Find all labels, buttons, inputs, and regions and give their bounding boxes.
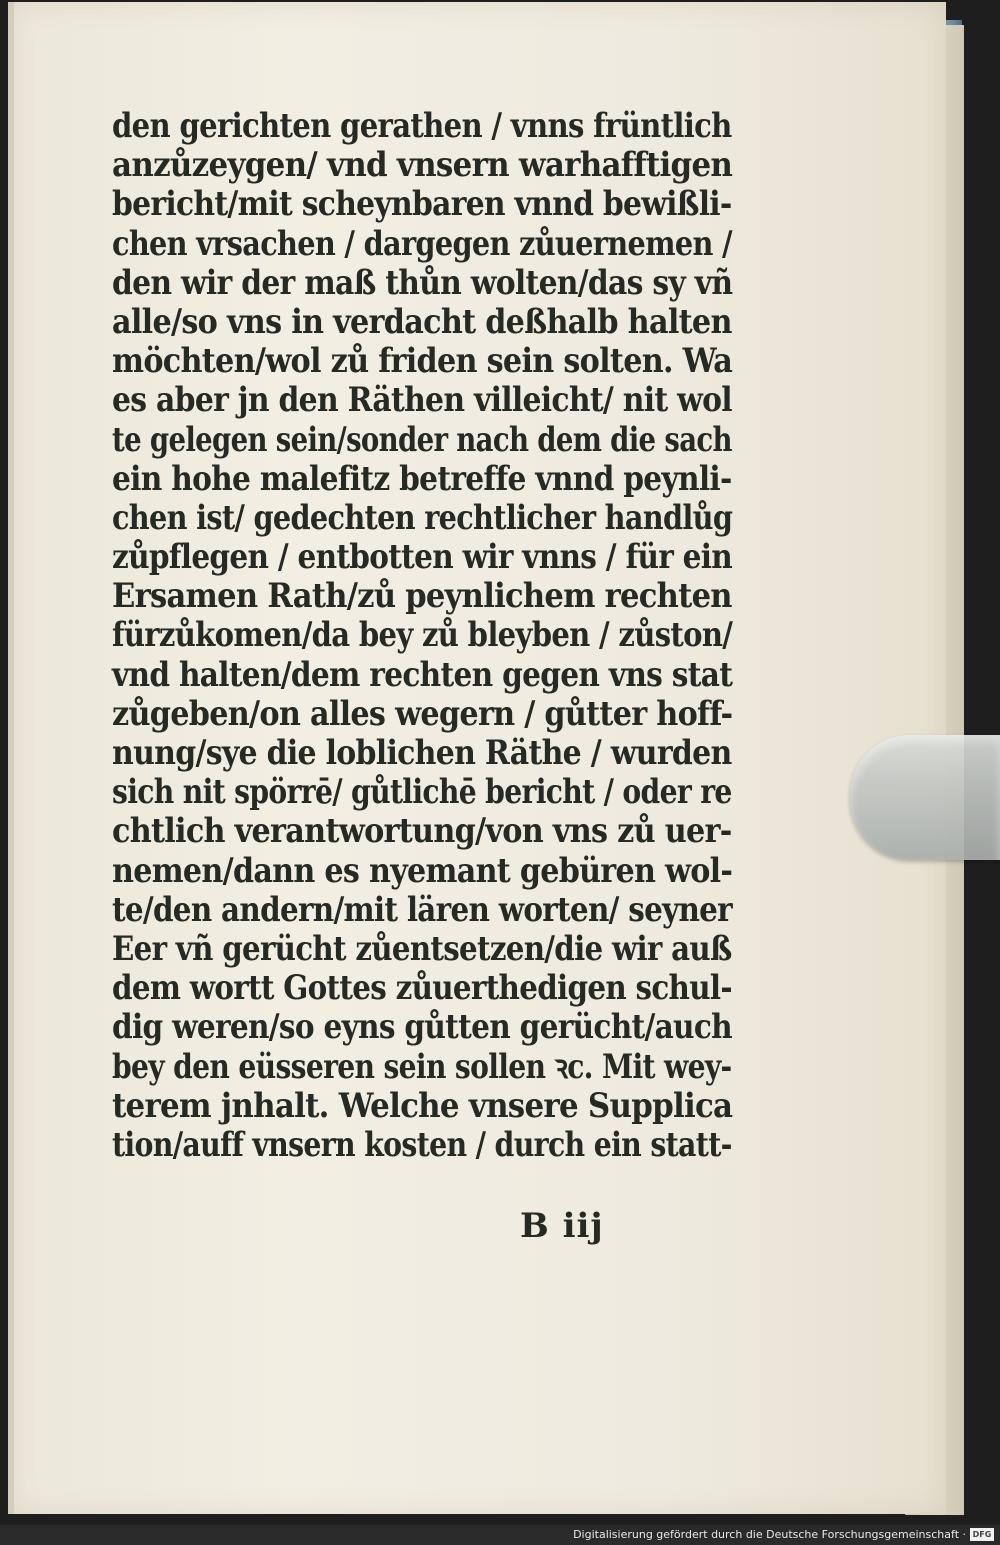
text-line: te gelegen sein/sonder nach dem die sach — [112, 419, 732, 459]
text-line: Ersamen Rath/zů peynlichem rechten — [112, 576, 732, 616]
text-line: möchten/wol zů friden sein solten. Wa — [112, 341, 733, 381]
text-line: es aber jn den Räthen villeicht/ nit wol — [112, 380, 732, 420]
text-line: dig weren/so eyns gůtten gerücht/auch — [112, 1007, 732, 1047]
text-line: zůpflegen / entbotten wir vnns / für ein — [112, 537, 733, 577]
text-line: te/den andern/mit lären worten/ seyner — [112, 889, 732, 929]
signature-mark: B iij — [520, 1206, 604, 1246]
text-line: terem jnhalt. Welche vnsere Supplica — [112, 1085, 733, 1125]
text-line: bericht/mit scheynbaren vnnd bewißli- — [112, 184, 732, 224]
footer-credit: Digitalisierung gefördert durch die Deutsche Forschungsgemeinschaft · — [573, 1528, 966, 1541]
text-line: den wir der maß thůn wolten/das sy vñ — [112, 262, 733, 302]
dfg-logo-icon: DFG — [970, 1528, 994, 1541]
text-line: vnd halten/dem rechten gegen vns stat — [112, 654, 733, 694]
text-line: anzůzeygen/ vnd vnsern warhafftigen — [112, 145, 733, 185]
text-line: zůgeben/on alles wegern / gůtter hoff- — [112, 693, 733, 733]
text-line: dem wortt Gottes zůuerthedigen schul- — [112, 968, 732, 1008]
text-line: Eer vñ gerücht zůentsetzen/die wir auß — [112, 928, 732, 968]
text-line: den gerichten gerathen / vnns früntlich — [112, 106, 732, 145]
text-line: chtlich verantwortung/von vns zů uer- — [112, 811, 732, 851]
page-gutter — [8, 2, 14, 1514]
text-line: fürzůkomen/da bey zů bleyben / zůston/ — [112, 615, 733, 655]
text-line: nung/sye die loblichen Räthe / wurden — [112, 733, 732, 772]
text-line: nemen/dann es nyemant gebüren wol- — [112, 850, 733, 890]
plastic-clip — [850, 735, 1000, 860]
text-line: chen vrsachen / dargegen zůuernemen / — [112, 223, 732, 263]
text-line: ein hohe malefitz betreffe vnnd peynli- — [112, 458, 732, 498]
text-line: chen ist/ gedechten rechtlicher handlůg — [112, 497, 733, 537]
text-line: bey den eüsseren sein sollen ꝛc. Mit wey- — [112, 1046, 732, 1086]
text-block — [112, 106, 732, 1164]
text-line: alle/so vns in verdacht deßhalb halten — [112, 301, 732, 341]
text-line: tion/auff vnsern kosten / durch ein statt- — [112, 1124, 732, 1164]
text-line: sich nit spörrē/ gůtlichē bericht / oder re — [112, 772, 732, 812]
